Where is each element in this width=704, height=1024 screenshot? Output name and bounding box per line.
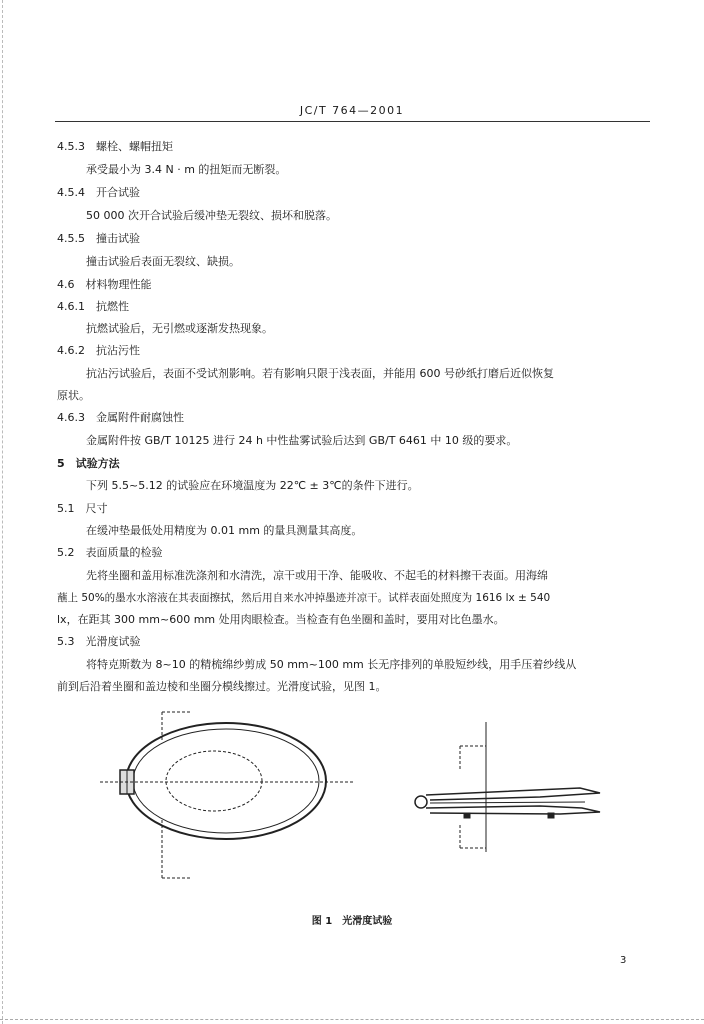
- clause-heading-4-6-3: 4.6.3 金属附件耐腐蚀性: [57, 411, 184, 424]
- clause-heading-4-5-3: 4.5.3 螺栓、螺帽扭矩: [57, 140, 173, 153]
- clause-text: 将特克斯数为 8~10 的精梳绵纱剪成 50 mm~100 mm 长无序排列的单股短纱线，用手压着纱线从: [86, 658, 577, 671]
- clause-text: 抗沾污试验后，表面不受试剂影响。若有影响只限于浅表面，并能用 600 号砂纸打磨后近似恢复: [86, 367, 554, 380]
- clause-heading-4-5-4: 4.5.4 开合试验: [57, 186, 140, 199]
- seat-ring-plan-view: [100, 712, 355, 878]
- clause-heading-5-3: 5.3 光滑度试验: [57, 635, 141, 648]
- clause-text: 50 000 次开合试验后缓冲垫无裂纹、损坏和脱落。: [86, 209, 337, 222]
- clause-heading-4-5-5: 4.5.5 撞击试验: [57, 232, 140, 245]
- scan-edge-bottom: [0, 1019, 704, 1020]
- clause-text: 下列 5.5~5.12 的试验应在环境温度为 22℃ ± 3℃的条件下进行。: [86, 479, 419, 492]
- clause-text: 撞击试验后表面无裂纹、缺损。: [86, 255, 240, 268]
- section-heading-5: 5 试验方法: [57, 457, 120, 470]
- clause-text: 承受最小为 3.4 N · m 的扭矩而无断裂。: [86, 163, 287, 176]
- figure-caption: 图 1 光滑度试验: [311, 916, 393, 927]
- clause-heading-4-6-1: 4.6.1 抗燃性: [57, 300, 129, 313]
- clause-text: 在缓冲垫最低处用精度为 0.01 mm 的量具测量其高度。: [86, 524, 363, 537]
- clause-heading-4-6-2: 4.6.2 抗沾污性: [57, 344, 140, 357]
- clause-heading-4-6: 4.6 材料物理性能: [57, 278, 152, 291]
- clause-text: lx，在距其 300 mm~600 mm 处用肉眼检查。当检查有色坐圈和盖时，要用对比色墨水。: [57, 613, 505, 626]
- clause-text: 先将坐圈和盖用标准洗涤剂和水清洗，凉干或用干净、能吸收、不起毛的材料擦干表面。用海绵: [86, 569, 548, 582]
- clause-text: 前到后沿着坐圈和盖边棱和坐圈分模线擦过。光滑度试验，见图 1。: [57, 680, 387, 693]
- seat-section-view: [415, 722, 600, 852]
- clause-text: 抗燃试验后，无引燃或逐渐发热现象。: [86, 322, 273, 335]
- standard-header: JC/T 764—2001: [299, 104, 405, 117]
- clause-text: 蘸上 50%的墨水水溶液在其表面擦拭，然后用自来水冲掉墨迹并凉干。试样表面处照度为 1616 lx ± 540: [57, 592, 551, 604]
- clause-text: 原状。: [57, 389, 90, 402]
- clause-heading-5-1: 5.1 尺寸: [57, 502, 108, 515]
- clause-text: 金属附件按 GB/T 10125 进行 24 h 中性盐雾试验后达到 GB/T 6461 中 10 级的要求。: [86, 434, 518, 447]
- clause-heading-5-2: 5.2 表面质量的检验: [57, 546, 163, 559]
- page-number: 3: [620, 955, 627, 966]
